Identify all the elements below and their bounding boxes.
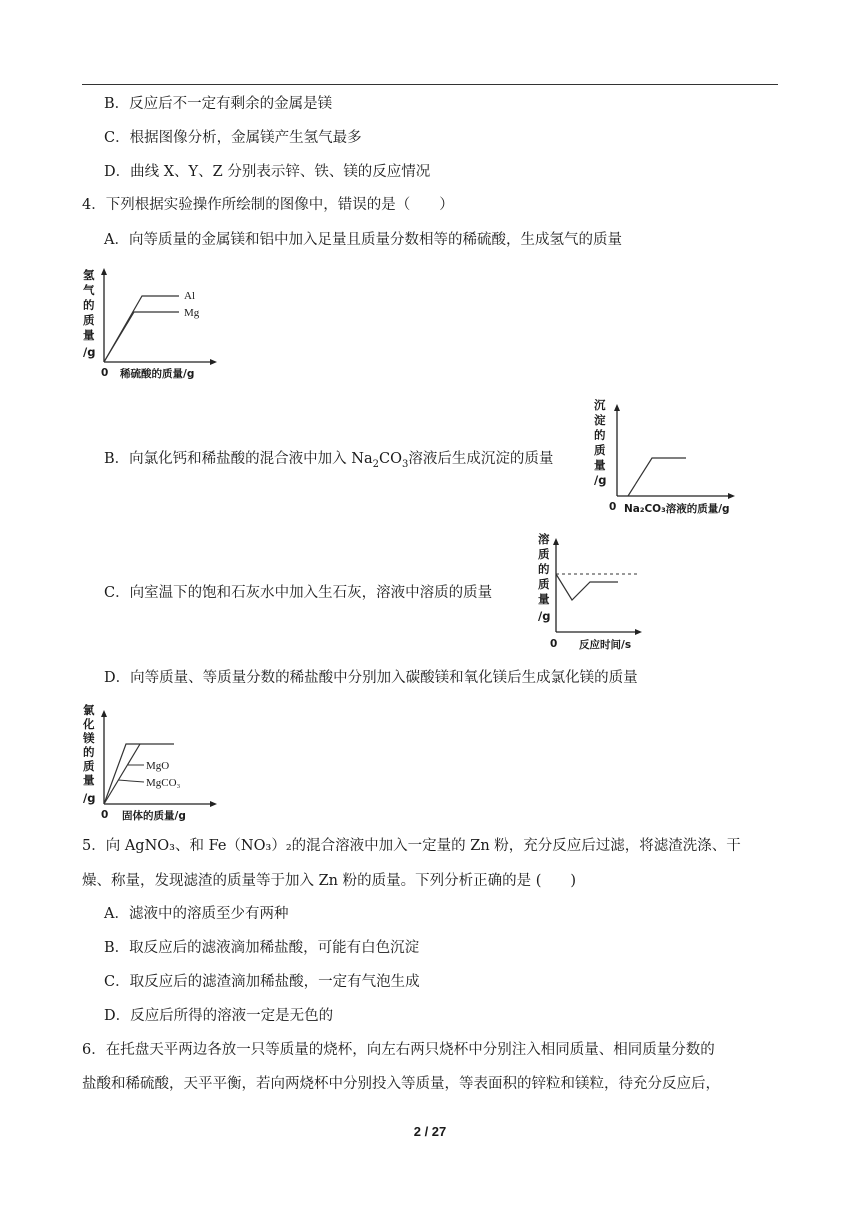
question-6-line-1: 6．在托盘天平两边各放一只等质量的烧杯，向左右两只烧杯中分别注入相同质量、相同质量分数的: [82, 1042, 715, 1058]
chart-d-ylabel-6: 量: [83, 773, 95, 787]
chart-c-ylabel-4: 质: [538, 577, 550, 591]
chart-b-xlabel: Na₂CO₃溶液的质量/g: [624, 503, 730, 515]
chart-b-ylabel-4: 质: [594, 443, 606, 457]
chart-b: [590, 396, 755, 522]
chart-a-ylabel-1: 氢: [83, 268, 95, 282]
chart-d-ylabel-5: 质: [83, 759, 95, 773]
chart-d-ylabel-1: 氯: [83, 703, 95, 717]
chart-c-origin: 0: [550, 638, 558, 650]
chart-a-series-al: Al: [184, 290, 195, 302]
chart-d-ylabel-4: 的: [83, 745, 95, 759]
chart-a-ylabel-4: 质: [83, 313, 95, 327]
chart-d-series-mgo: MgO: [146, 760, 170, 772]
chart-c-xlabel: 反应时间/s: [579, 639, 632, 651]
option-5a: A．滤液中的溶质至少有两种: [104, 906, 289, 922]
chart-b-ylabel-1: 沉: [594, 398, 606, 412]
question-4: 4．下列根据实验操作所绘制的图像中，错误的是（ ）: [82, 197, 454, 213]
question-5-line-1: 5．向 AgNO₃、和 Fe（NO₃）₂的混合溶液中加入一定量的 Zn 粉，充分反应后过滤，将滤渣洗涤、干: [82, 838, 741, 854]
chart-a-xlabel: 稀硫酸的质量/g: [120, 368, 195, 380]
question-5-line-2: 燥、称量，发现滤渣的质量等于加入 Zn 粉的质量。下列分析正确的是 ( ): [82, 873, 577, 889]
header-rule: [82, 84, 778, 85]
chart-c: [534, 530, 649, 656]
option-4d: D．向等质量、等质量分数的稀盐酸中分别加入碳酸镁和氧化镁后生成氯化镁的质量: [104, 670, 638, 686]
chart-d: [82, 702, 222, 828]
page-number: 2 / 27: [413, 1124, 447, 1139]
chart-d-ylabel-2: 化: [83, 717, 95, 731]
option-4c: C．向室温下的饱和石灰水中加入生石灰，溶液中溶质的质量: [104, 585, 493, 601]
chart-c-ylabel-3: 的: [538, 562, 550, 576]
chart-d-xlabel: 固体的质量/g: [122, 810, 186, 822]
chart-b-ylabel-2: 淀: [594, 413, 606, 427]
chart-c-ylabel-6: /g: [538, 609, 551, 623]
chart-b-ylabel-5: 量: [594, 458, 606, 472]
chart-a-ylabel-2: 气: [83, 283, 95, 297]
chart-d-origin: 0: [101, 809, 109, 821]
option-3d: D．曲线 X、Y、Z 分别表示锌、铁、镁的反应情况: [104, 164, 431, 180]
question-6-line-2: 盐酸和稀硫酸，天平平衡，若向两烧杯中分别投入等质量，等表面积的锌粒和镁粒，待充分反应后，: [82, 1076, 720, 1092]
chart-c-ylabel-2: 质: [538, 547, 550, 561]
option-3c: C．根据图像分析，金属镁产生氢气最多: [104, 130, 362, 146]
chart-d-ylabel-7: /g: [83, 791, 96, 805]
option-5c: C．取反应后的滤渣滴加稀盐酸，一定有气泡生成: [104, 974, 420, 990]
chart-c-ylabel-1: 溶: [538, 532, 550, 546]
chart-a: [82, 266, 222, 388]
chart-a-origin: 0: [101, 367, 109, 379]
option-4b: B．向氯化钙和稀盐酸的混合液中加入 $Na_2CO_3$溶液后生成沉淀的质量: [104, 451, 554, 470]
chart-a-ylabel-5: 量: [83, 328, 95, 342]
chart-a-ylabel-6: /g: [83, 345, 96, 359]
chart-b-origin: 0: [609, 501, 617, 513]
chart-d-series-mgco3: MgCO₃: [146, 777, 181, 789]
chart-b-ylabel-3: 的: [594, 428, 606, 442]
chart-b-ylabel-6: /g: [594, 473, 607, 487]
option-4a: A．向等质量的金属镁和铝中加入足量且质量分数相等的稀硫酸，生成氢气的质量: [104, 232, 622, 248]
option-3b: B．反应后不一定有剩余的金属是镁: [104, 96, 333, 112]
chart-d-ylabel-3: 镁: [83, 731, 95, 745]
option-5b: B．取反应后的滤液滴加稀盐酸，可能有白色沉淀: [104, 940, 420, 956]
chart-a-series-mg: Mg: [184, 307, 200, 319]
chart-c-ylabel-5: 量: [538, 592, 550, 606]
chart-a-ylabel-3: 的: [83, 298, 95, 312]
option-5d: D．反应后所得的溶液一定是无色的: [104, 1008, 334, 1024]
